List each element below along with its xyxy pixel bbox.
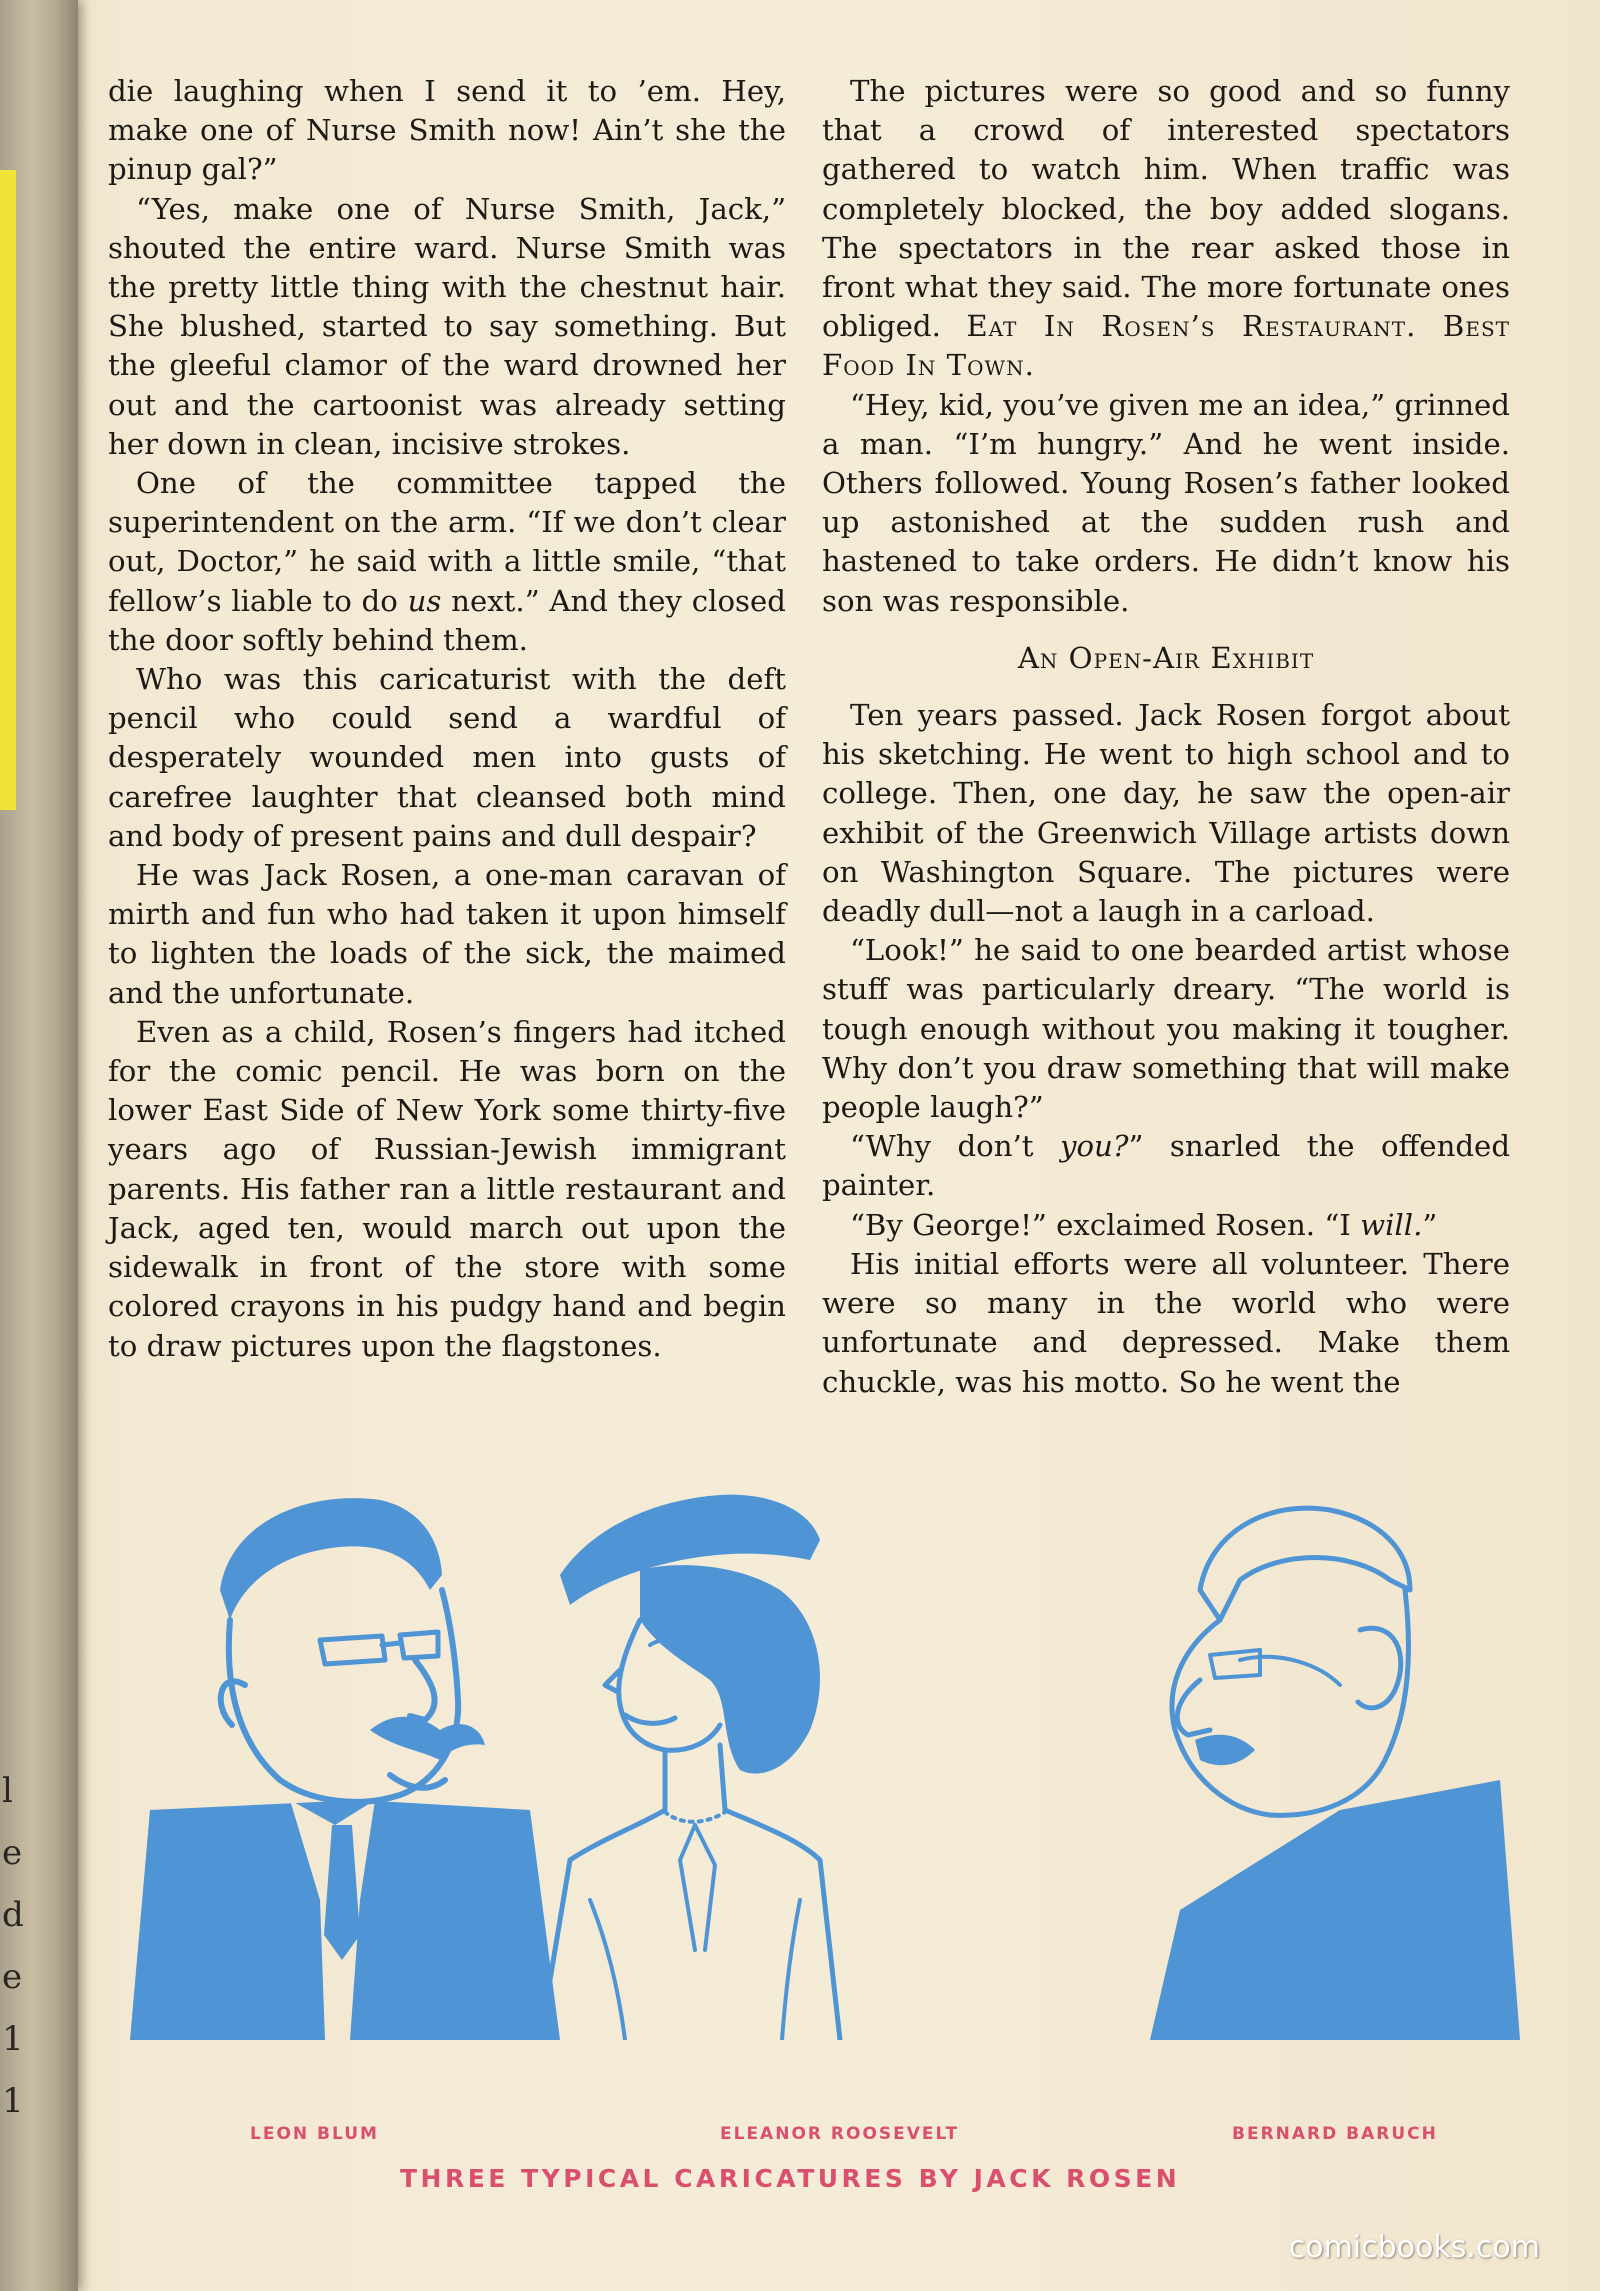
paragraph [822, 72, 1510, 386]
paragraph [822, 1206, 1510, 1245]
illustration-caption: THREE TYPICAL CARICATURES BY JACK ROSEN [400, 2164, 1181, 2193]
paragraph: Who was this caricaturist with the deft pencil who could send a wardful of desperately wounded men into gusts of carefree laughter that cleansed both mind and body of present pains and dull despair? [108, 662, 786, 853]
paragraph: “Hey, kid, you’ve given me an idea,” grinned a man. “I’m hungry.” And he went inside. Others followed. Young Rosen’s father looked up astonished at the sudden rush and hastened to take orders. He didn’t know his son was responsible. [822, 387, 1510, 618]
paragraph-text: ” snarled the offended painter. [822, 1129, 1511, 1203]
watermark: comicbooks.com [1288, 2230, 1540, 2265]
emphasis-text: us [407, 583, 442, 618]
binding-yellow-strip [0, 170, 16, 810]
paragraph-text: One of the committee tapped the superintendent on the arm. “If we don’t clear out, Doctor,” he said with a little smile, “that fellow’s liable to do [108, 466, 786, 618]
left-column [108, 72, 786, 1366]
edge-letter: l [2, 1771, 13, 1811]
paragraph: His initial efforts were all volunteer. There were so many in the world who were unfortunate and depressed. Make them chuckle, was his motto. So he went the [822, 1246, 1510, 1399]
edge-letter: d [2, 1895, 24, 1935]
section-heading: An Open-Air Exhibit [1017, 640, 1315, 675]
caricature-leon-blum [130, 1498, 560, 2040]
paragraph-text: The pictures were so good and so funny that a crowd of interested spectators gathered to watch him. When traffic was completely blocked, the boy added slogans. The spectators in the rear asked those in front what they said. The more fortunate ones obliged. [822, 74, 1510, 344]
edge-letter: 1 [2, 2019, 24, 2059]
paragraph-text: ” [1422, 1207, 1438, 1242]
paragraph-text: next.” And they closed the door softly behind them. [108, 583, 786, 657]
edge-letter: e [2, 1957, 23, 1997]
caption-bernard-baruch: BERNARD BARUCH [1232, 2124, 1438, 2144]
paragraph: Ten years passed. Jack Rosen forgot about his sketching. He went to high school and to college. Then, one day, he saw the open-air exhibit of the Greenwich Village artists down on Washington Square. The pictures were deadly dull—not a laugh in a carload. [822, 698, 1510, 929]
paragraph: “Look!” he said to one bearded artist whose stuff was particularly dreary. “The world is tough enough without you making it tougher. Why don’t you draw something that will make people laugh?” [822, 933, 1510, 1125]
paragraph [108, 464, 786, 660]
caption-eleanor-roosevelt: ELEANOR ROOSEVELT [720, 2124, 960, 2144]
caption-leon-blum: LEON BLUM [250, 2124, 379, 2144]
emphasis-text: will. [1360, 1207, 1423, 1242]
caricatures-illustration [120, 1480, 1520, 2040]
caricature-eleanor-roosevelt [540, 1495, 840, 2040]
paragraph: He was Jack Rosen, a one-man caravan of mirth and fun who had taken it upon himself to lighten the loads of the sick, the maimed and the unfortunate. [108, 858, 786, 1010]
edge-letter: 1 [2, 2081, 24, 2121]
slogan-text: Eat In Rosen’s Restaurant. Best Food In Town. [822, 309, 1511, 383]
caricature-bernard-baruch [1150, 1508, 1520, 2040]
right-column [822, 72, 1510, 1402]
paragraph: die laughing when I send it to ’em. Hey, make one of Nurse Smith now! Ain’t she the pinup gal?” [108, 74, 786, 187]
paragraph [822, 1127, 1510, 1205]
edge-letter: e [2, 1833, 23, 1873]
paragraph: Even as a child, Rosen’s fingers had itched for the comic pencil. He was born on the lower East Side of New York some thirty-five years ago of Russian-Jewish immigrant parents. His father ran a little restaurant and Jack, aged ten, would march out upon the sidewalk in front of the store with some colored crayons in his pudgy hand and begin to draw pictures upon the flagstones. [108, 1014, 786, 1363]
paragraph-text: “By George!” exclaimed Rosen. “I [850, 1207, 1361, 1242]
paragraph-text: “Why don’t [850, 1129, 1060, 1164]
edge-text [2, 1760, 22, 2132]
emphasis-text: you? [1059, 1129, 1129, 1164]
paragraph: “Yes, make one of Nurse Smith, Jack,” shouted the entire ward. Nurse Smith was the pretty little thing with the chestnut hair. She blushed, started to say something. But the gleeful clamor of the ward drowned her out and the cartoonist was already setting her down in clean, incisive strokes. [108, 191, 786, 461]
